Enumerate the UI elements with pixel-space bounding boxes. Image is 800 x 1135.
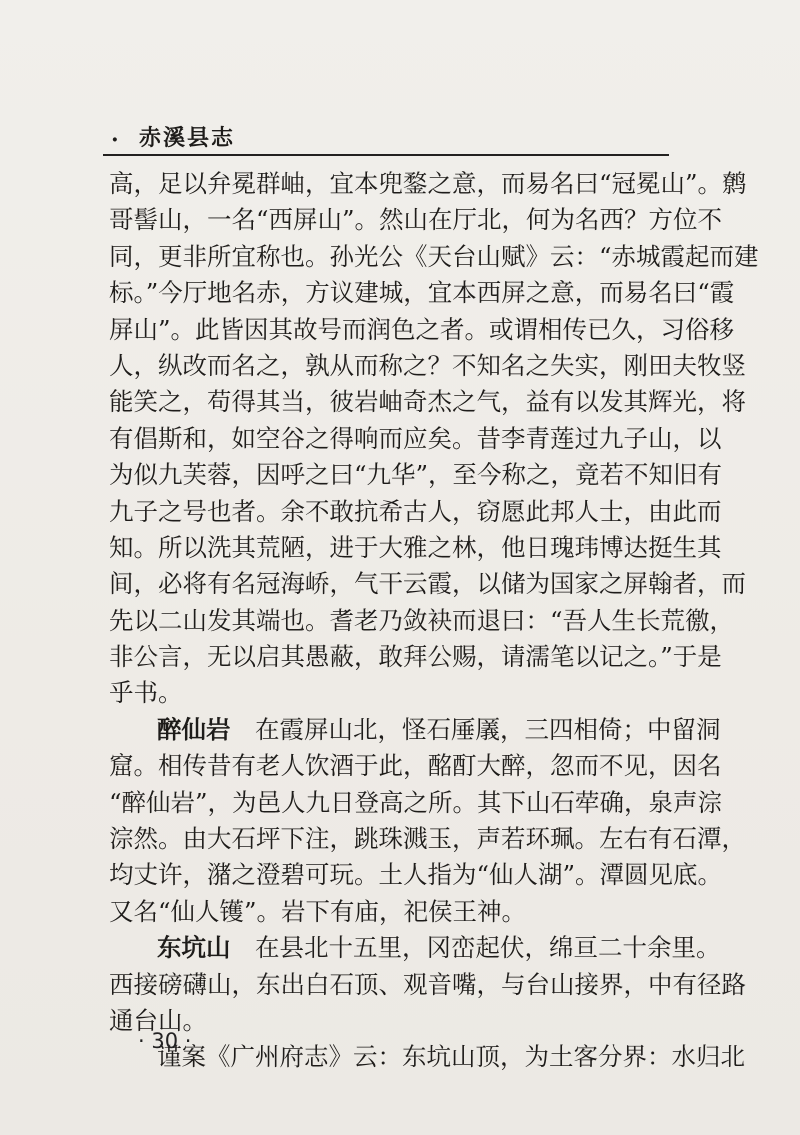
text-line: 哥髻山，一名“西屏山”。然山在厅北，何为名西？方位不: [109, 205, 723, 235]
text-line: 为似九芙蓉，因呼之曰“九华”，至今称之，竟若不知旧有: [109, 460, 723, 490]
header-rule: [103, 154, 669, 156]
text-line: 淙然。由大石坪下注，跳珠溅玉，声若环珮。左右有石潭，: [109, 824, 746, 854]
text-line: 乎书。: [109, 678, 183, 708]
text-line: 西接磅礴山，东出白石顶、观音嘴，与台山接界，中有径路: [109, 969, 746, 999]
text-line: 人，纵改而名之，孰从而称之？不知名之失实，刚田夫牧竖: [109, 350, 746, 380]
text-line: 均丈许，潴之澄碧可玩。土人指为“仙人湖”。潭圆见底。: [109, 860, 723, 890]
entry-term: 醉仙岩: [157, 714, 231, 744]
text-line: 又名“仙人镬”。岩下有庙，祀侯王神。: [109, 896, 527, 926]
entry-line-dongkengshan: 东坑山 在县北十五里，冈峦起伏，绵亘二十余里。: [157, 933, 721, 963]
text-line: “醉仙岩”，为邑人九日登高之所。其下山石荦确，泉声淙: [109, 787, 723, 817]
body-text: [109, 166, 759, 1076]
text-line: 有倡斯和，如空谷之得响而应矣。昔李青莲过九子山，以: [109, 423, 722, 453]
header-bullet: ·: [111, 127, 119, 153]
text-line: 知。所以洗其荒陋，进于大雅之林，他日瑰玮博达挺生其: [109, 532, 722, 562]
text-line: 标。”今厅地名赤，方议建城，宜本西屏之意，而易名曰“霞: [109, 278, 735, 308]
page-number: · 30 ·: [138, 1029, 192, 1053]
text-line: 能笑之，苟得其当，彼岩岫奇杰之气，益有以发其辉光，将: [109, 387, 746, 417]
text-line: 先以二山发其端也。耆老乃敛袂而退曰：“吾人生长荒徼，: [109, 605, 735, 635]
entry-term: 东坑山: [157, 933, 231, 963]
running-head: [103, 124, 669, 156]
text-line: 屏山”。此皆因其故号而润色之者。或谓相传已久，习俗移: [109, 314, 735, 344]
text-line: 通台山。: [109, 1005, 207, 1035]
text-line: 非公言，无以启其愚蔽，敢拜公赐，请濡笔以记之。”于是: [109, 642, 722, 672]
text-line: 九子之号也者。余不敢抗希古人，窃愿此邦人士，由此而: [109, 496, 722, 526]
text-line: 间，必将有名冠海峤，气干云霞，以储为国家之屏翰者，而: [109, 569, 746, 599]
note-line: 谨案《广州府志》云：东坑山顶，为土客分界：水归北: [157, 1042, 745, 1072]
text-line: 高，足以弁冕群岫，宜本兜鍪之意，而易名曰“冠冕山”。鹩: [109, 169, 747, 198]
text-line: 同，更非所宜称也。孙光公《天台山赋》云：“赤城霞起而建: [109, 241, 759, 271]
entry-line-zuixianyan: 醉仙岩 在霞屏山北，怪石厜㕒，三四相倚；中留洞: [157, 714, 721, 744]
book-title: 赤溪县志: [139, 126, 236, 151]
text-line: 窟。相传昔有老人饮酒于此，酩酊大醉，忽而不见，因名: [109, 751, 722, 781]
